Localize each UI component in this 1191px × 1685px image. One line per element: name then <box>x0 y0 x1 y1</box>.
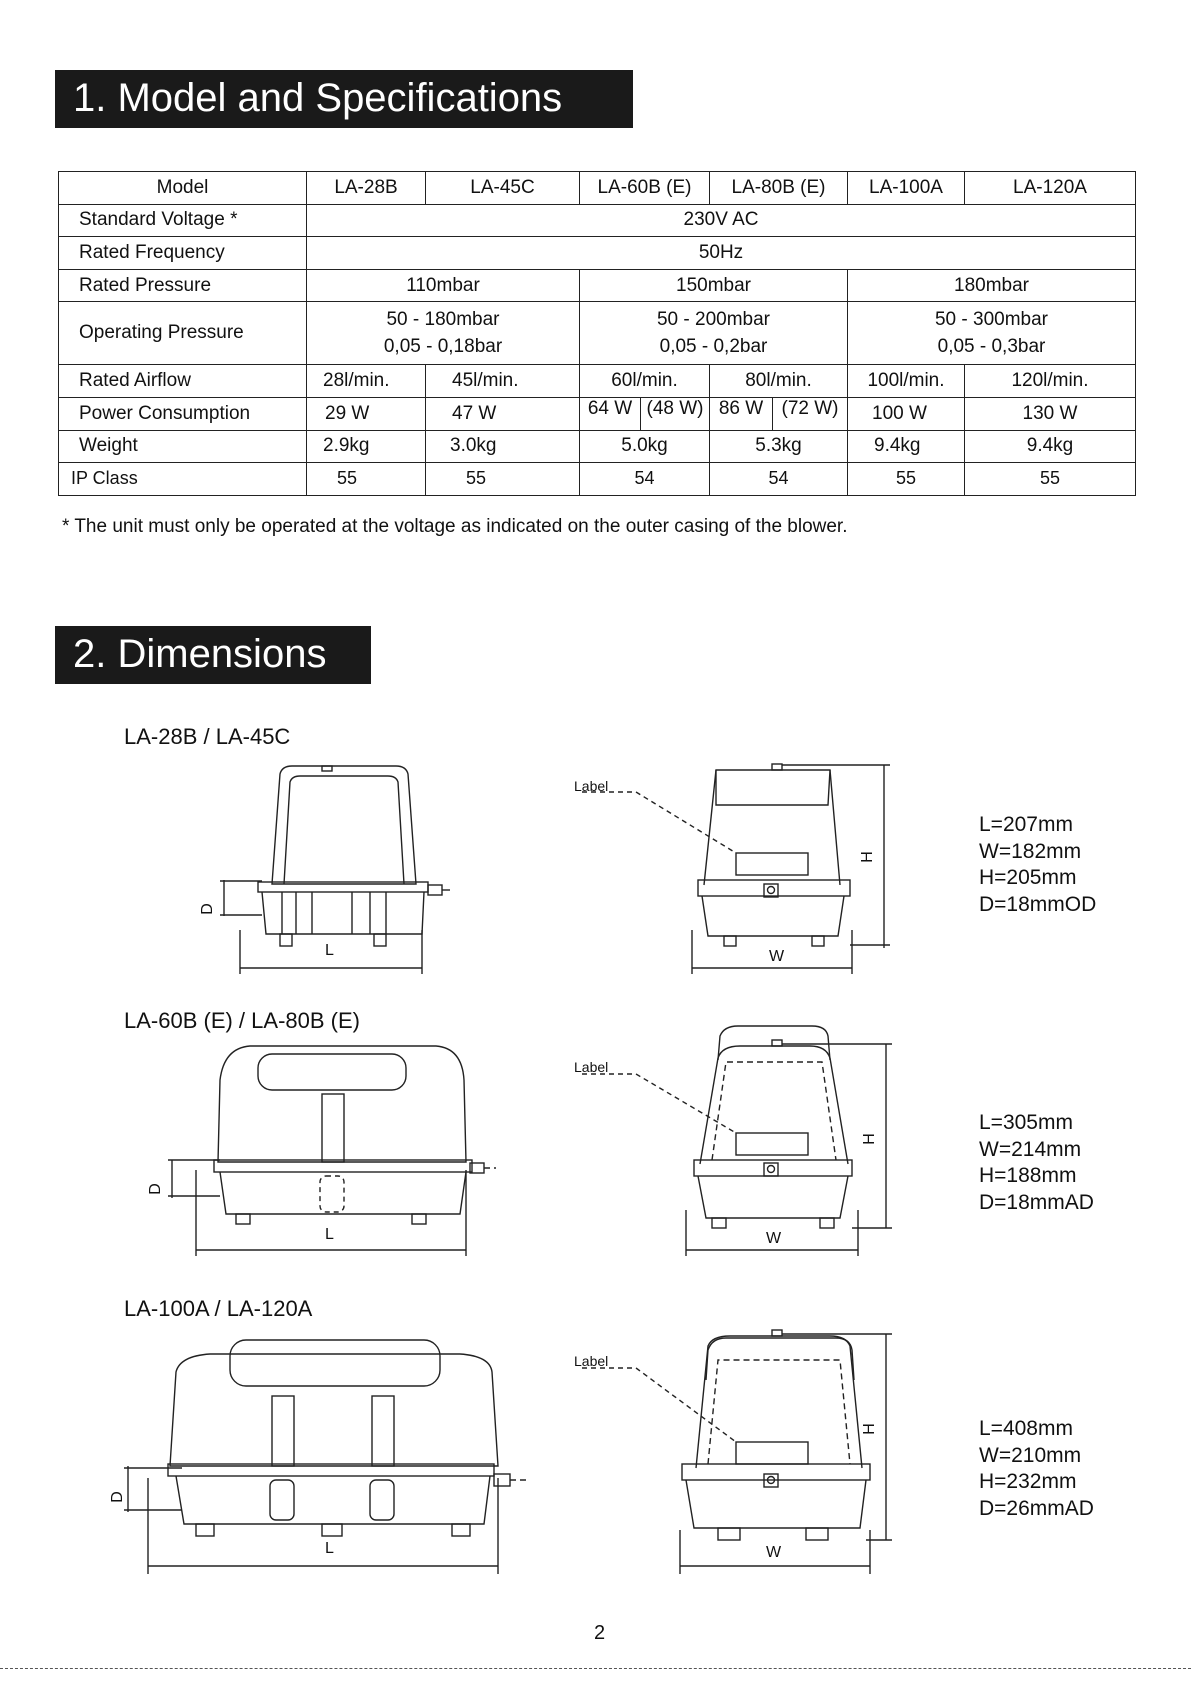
value-cell: 55 <box>426 463 580 496</box>
value-cell: 5.3kg <box>710 430 848 463</box>
value-cell: 130 W <box>965 397 1136 430</box>
dim-letter-h: H <box>858 851 876 863</box>
value-cell: 80l/min. <box>710 365 848 398</box>
row-label: Weight <box>59 430 307 463</box>
pressure-mbar: 50 - 200mbar <box>656 309 770 331</box>
dim-letter-h: H <box>860 1423 878 1435</box>
model-cell: LA-45C <box>426 172 580 205</box>
value-cell: 54 <box>580 463 710 496</box>
row-label: Standard Voltage * <box>59 204 307 237</box>
dim-length: L=408mm <box>979 1417 1073 1440</box>
value-cell: 29 W <box>307 397 426 430</box>
pressure-mbar: 50 - 180mbar <box>386 309 500 331</box>
dim-title-3: LA-100A / LA-120A <box>124 1296 313 1321</box>
dim-letter-d: D <box>108 1491 126 1503</box>
dim-letter-l: L <box>325 1540 334 1557</box>
blower-side-2 <box>582 1026 892 1256</box>
row-label: Power Consumption <box>59 397 307 430</box>
power-value: 64 W <box>580 398 641 430</box>
row-label: Rated Pressure <box>59 269 307 302</box>
blower-front-3 <box>124 1340 530 1574</box>
value-cell: 2.9kg <box>307 430 426 463</box>
dim-diameter: D=18mmAD <box>979 1190 1094 1214</box>
pressure-bar: 0,05 - 0,18bar <box>383 336 503 358</box>
value-cell: 9.4kg <box>965 430 1136 463</box>
dim-height: H=205mm <box>979 866 1077 889</box>
pressure-bar: 0,05 - 0,2bar <box>659 336 768 358</box>
model-cell: LA-28B <box>307 172 426 205</box>
value-cell: 55 <box>965 463 1136 496</box>
value-cell: 120l/min. <box>965 365 1136 398</box>
blower-front-1 <box>220 766 450 974</box>
value-cell: 3.0kg <box>426 430 580 463</box>
row-label: Rated Frequency <box>59 237 307 270</box>
voltage-note: * The unit must only be operated at the voltage as indicated on the outer casing of the blower. <box>62 516 848 537</box>
dim-length: L=207mm <box>979 813 1073 836</box>
value-cell: 28l/min. <box>307 365 426 398</box>
label-callout: Label <box>574 778 609 794</box>
dim-letter-l: L <box>325 1226 334 1243</box>
value-cell: 45l/min. <box>426 365 580 398</box>
power-value: 86 W <box>710 398 773 430</box>
blower-side-1 <box>582 764 890 974</box>
dim-width: W=214mm <box>979 1137 1082 1161</box>
row-label: Operating Pressure <box>59 302 307 365</box>
spec-section-title: 1. Model and Specifications <box>55 70 633 128</box>
dim-diameter: D=18mmOD <box>979 892 1097 916</box>
model-cell: LA-100A <box>848 172 965 205</box>
row-label: Rated Airflow <box>59 365 307 398</box>
row-label: IP Class <box>59 463 307 496</box>
dim-length: L=305mm <box>979 1111 1073 1134</box>
dim-diameter: D=26mmAD <box>979 1496 1094 1520</box>
dim-letter-h: H <box>860 1133 878 1145</box>
model-cell: LA-120A <box>965 172 1136 205</box>
header-model: Model <box>59 172 307 205</box>
value-cell: 230V AC <box>307 204 1136 237</box>
dim-letter-w: W <box>769 948 785 965</box>
dim-width: W=182mm <box>979 839 1082 863</box>
value-cell: 54 <box>710 463 848 496</box>
value-cell: 150mbar <box>580 269 848 302</box>
power-eco-value: (72 W) <box>781 397 839 419</box>
value-cell: 60l/min. <box>580 365 710 398</box>
pressure-mbar: 50 - 300mbar <box>934 309 1048 331</box>
page-number: 2 <box>594 1622 606 1644</box>
value-cell: 9.4kg <box>848 430 965 463</box>
value-cell: 110mbar <box>307 269 580 302</box>
value-cell: 100 W <box>848 397 965 430</box>
dim-title-1: LA-28B / LA-45C <box>124 724 291 749</box>
value-cell: 50Hz <box>307 237 1136 270</box>
dim-letter-d: D <box>146 1183 164 1195</box>
model-cell: LA-60B (E) <box>580 172 710 205</box>
dim-section-title: 2. Dimensions <box>55 626 371 684</box>
dim-letter-d: D <box>198 903 216 915</box>
dim-letter-l: L <box>325 942 334 959</box>
value-cell: 47 W <box>426 397 580 430</box>
dim-title-2: LA-60B (E) / LA-80B (E) <box>124 1008 360 1033</box>
value-cell: 100l/min. <box>848 365 965 398</box>
pressure-bar: 0,05 - 0,3bar <box>937 336 1046 358</box>
label-callout: Label <box>574 1059 609 1075</box>
dim-height: H=188mm <box>979 1164 1077 1187</box>
model-cell: LA-80B (E) <box>710 172 848 205</box>
dim-letter-w: W <box>766 1544 782 1561</box>
footer-divider <box>0 1668 1191 1669</box>
blower-side-3 <box>582 1330 892 1574</box>
dim-width: W=210mm <box>979 1443 1082 1467</box>
value-cell: 55 <box>307 463 426 496</box>
power-eco-value: (48 W) <box>646 397 704 419</box>
value-cell: 180mbar <box>848 269 1136 302</box>
value-cell: 5.0kg <box>580 430 710 463</box>
dim-letter-w: W <box>766 1230 782 1247</box>
value-cell: 55 <box>848 463 965 496</box>
label-callout: Label <box>574 1353 609 1369</box>
blower-front-2 <box>168 1046 496 1256</box>
dim-height: H=232mm <box>979 1470 1077 1493</box>
